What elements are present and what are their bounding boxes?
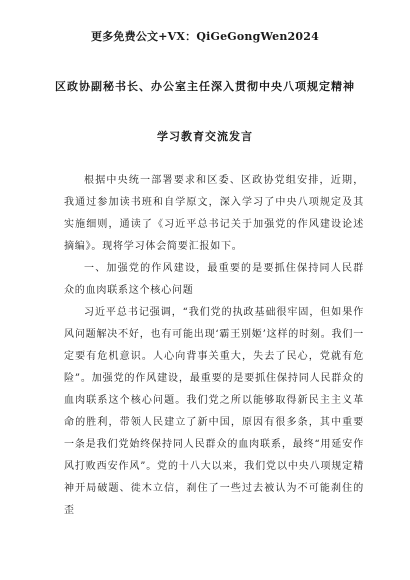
document-header: 更多免费公文+VX：QiGeGongWen2024 <box>91 30 319 43</box>
document-subtitle: 学习教育交流发言 <box>157 130 253 143</box>
document-body <box>64 170 364 522</box>
paragraph-body: 习近平总书记强调，“我们党的执政基础很牢固，但如果作风问题解决不好，也有可能出现‘霸王别姬’这样的时刻。我们一定要有危机意识。人心向背事关重大，失去了民心，党就有危险”。加强党的作风建设，最重要的是要抓住保持同人民群众的血肉联系这个核心问题。我们党之所以能够取得新民主主义革命的胜利，带领人民建立了新中国，原因有很多条，其中重要一条是我们党始终保持同人民群众的血肉联系，最终“用延安作风打败西安作风”。党的十八大以来，我们党以中央八项规定精神开局破题、徙木立信，刹住了一些过去被认为不可能刹住的歪 <box>64 307 364 516</box>
paragraph-section-heading: 一、加强党的作风建设，最重要的是要抓住保持同人民群众的血肉联系这个核心问题 <box>64 263 364 296</box>
paragraph-intro: 根据中央统一部署要求和区委、区政协党组安排，近期，我通过参加读书班和自学原文，深入学习了中央八项规定及其实施细则，通读了《习近平总书记关于加强党的作风建设论述摘编》。现将学习体会简要汇报如下。 <box>64 175 364 252</box>
document-title: 区政协副秘书长、办公室主任深入贯彻中央八项规定精神 <box>55 80 355 93</box>
